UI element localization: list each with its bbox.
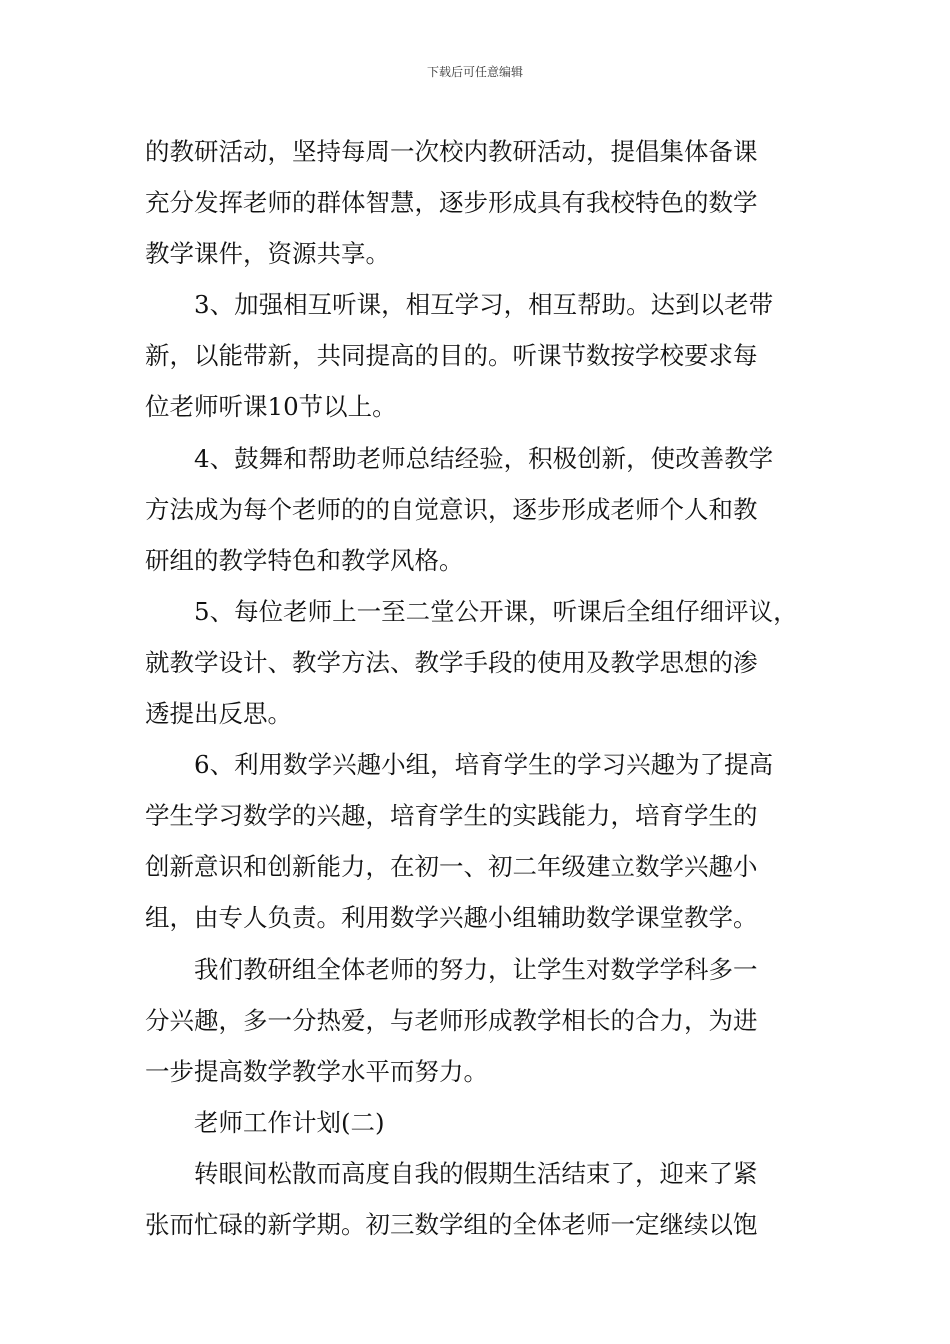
document-body [145,126,820,1250]
page-header: 下载后可任意编辑 [426,65,523,79]
text-line: 张而忙碌的新学期。初三数学组的全体老师一定继续以饱 [145,1209,758,1239]
text-line: 的教研活动，坚持每周一次校内教研活动，提倡集体备课 [145,137,758,166]
text-line: 我们教研组全体老师的努力，让学生对数学学科多一 [194,954,758,984]
text-line: 充分发挥老师的群体智慧，逐步形成具有我校特色的数学 [145,188,758,218]
text-line: 透提出反思。 [145,699,292,729]
section-title: 老师工作计划(二) [194,1107,385,1137]
text-line: 创新意识和创新能力，在初一、初二年级建立数学兴趣小 [145,852,758,882]
text-line: 4、鼓舞和帮助老师总结经验，积极创新，使改善教学 [194,443,774,473]
text-line: 方法成为每个老师的的自觉意识，逐步形成老师个人和教 [145,494,758,524]
text-line: 就教学设计、教学方法、教学手段的使用及教学思想的渗 [145,647,758,677]
text-line: 3、加强相互听课，相互学习，相互帮助。达到以老带 [194,290,774,320]
text-line: 教学课件，资源共享。 [145,239,390,269]
text-line: 位老师听课10节以上。 [145,392,397,422]
text-line: 研组的教学特色和教学风格。 [145,545,464,575]
text-line: 学生学习数学的兴趣，培育学生的实践能力，培育学生的 [145,801,758,831]
text-line: 转眼间松散而高度自我的假期生活结束了，迎来了紧 [194,1158,758,1188]
text-line: 分兴趣，多一分热爱，与老师形成教学相长的合力，为进 [145,1005,758,1035]
text-line: 组，由专人负责。利用数学兴趣小组辅助数学课堂教学。 [145,903,758,933]
text-line: 新，以能带新，共同提高的目的。听课节数按学校要求每 [145,341,758,371]
text-line: 6、利用数学兴趣小组，培育学生的学习兴趣为了提高 [194,750,774,780]
text-line: 一步提高数学教学水平而努力。 [145,1056,488,1086]
text-line: 5、每位老师上一至二堂公开课，听课后全组仔细评议， [194,596,798,626]
